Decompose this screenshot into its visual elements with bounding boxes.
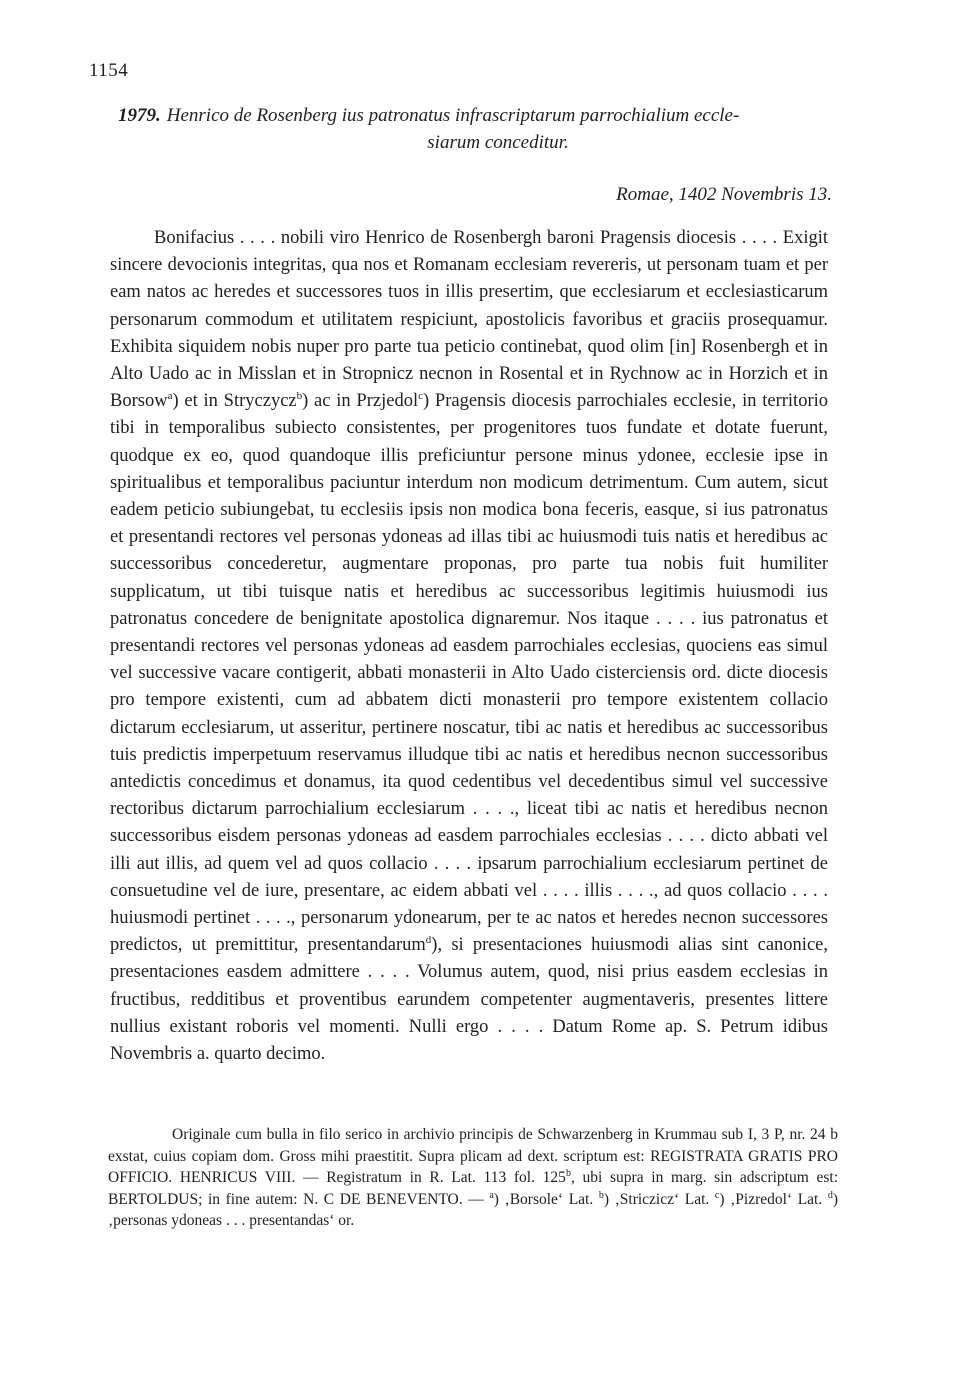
dateline: Romae, 1402 Novembris 13. [616, 184, 832, 205]
body-segment-4: ) Pragensis diocesis parrochiales ecclesie, in territorio tibi in temporalibus subiecto consistentes, per progenitores tuos fundate et dotate fuerunt, quodque ex eo, quod quandoque illis preficiuntur persone minus ydonee, ecclesie ipse in spiritualibus et temporalibus paciuntur interdum non modicum detrimentum. Cum autem, sicut eadem peticio subiungebat, tu ecclesiis ipsis non modica bona feceris, easque, si ius patronatus et presentandi rectores vel personas ydoneas ad illas tibi ac huiusmodi tuis natis et heredibus ac successoribus concederetur, augmentare proponas, pro parte tua nobis fuit humiliter supplicatum, ut tibi tuisque natis et heredibus ac successoribus legitimis huiusmodi ius patronatus concedere de benignitate apostolica dignaremur. Nos itaque . . . . ius patronatus et presentandi rectores vel personas ydoneas ad easdem parrochiales ecclesias, quociens eas simul vel successive vacare contigerit, abbati monasterii in Alto Uado cisterciensis ord. dicte diocesis pro tempore existenti, cum ad abbatem dicti monasterii pro tempore existentem collacio dictarum ecclesiarum, ut asseritur, pertinere noscatur, tibi ac natis et heredibus ac successoribus tuis predictis imperpetuum reservamus illudque tibi ac natis et heredibus necnon successoribus antedictis concedimus et donamus, ita quod cedentibus vel decedentibus simul vel successive rectoribus dictarum parrochialium ecclesiarum . . . ., liceat tibi ac natis et heredibus necnon successoribus eisdem personas ydoneas ad easdem parrochiales ecclesias . . . . dicto abbati vel illi aut illis, ad quem vel ad quos collacio . . . . ipsarum parrochialium ecclesiarum pertinet de consuetudine vel de iure, presentare, ac eidem abbati vel . . . . illis . . . ., ad quos collacio . . . . huiusmodi pertinet . . . ., personarum ydonearum, per te ac natos et heredes necnon successores predictos, ut premittitur, presentandarum [110, 391, 828, 956]
footnote-d-mark: d [827, 1189, 833, 1201]
footnote-c-mark: c [714, 1189, 720, 1201]
document-title-line2: siarum conceditur. [427, 132, 569, 153]
footnote-c: ) ‚Pizredol‘ Lat. [719, 1190, 823, 1208]
footnote-d: ) ‚personas ydoneas . . . presentandas‘ or. [108, 1190, 839, 1229]
footnote-ref-a: a [167, 390, 173, 403]
document-number: 1979. [118, 105, 161, 126]
body-segment-3: ) ac in Przjedol [302, 391, 419, 412]
body-segment-1: Bonifacius . . . . nobili viro Henrico de Rosenbergh baroni Pragensis diocesis . . . . Exigit sincere devocionis integritas, qua nos et Romanam ecclesiam revereris, ut personam tuam et per eam natos ac heredes et successores tuos in illis presertim, que ecclesiarum et ecclesiasticarum personarum commodum et utilitatem respiciunt, apostolicis favoribus et graciis prosequamur. Exhibita siquidem nobis nuper pro parte tua peticio continebat, quod olim [in] Rosenbergh et in Alto Uado ac in Misslan et in Stropnicz necnon in Rosental et in Rychnow ac in Horzich et in Borsow [110, 228, 828, 412]
document-heading [118, 102, 838, 156]
source-notes [108, 1124, 838, 1232]
folio-mark: b [565, 1167, 571, 1179]
page-number: 1154 [89, 60, 129, 81]
footnote-ref-d: d [425, 934, 432, 947]
source-note-text: Originale cum bulla in filo serico in archivio principis de Schwarzenberg in Krummau sub I, 3 P, nr. 24 b exstat, cuius copiam dom. Gross mihi praestitit. Supra plicam ad dext. scriptum est: REGISTRATA GRATIS PRO OFFICIO. HENRICUS VIII. — Registratum in R. Lat. 113 fol. 125 [108, 1126, 838, 1186]
document-title-line1: Henrico de Rosenberg ius patronatus infrascriptarum parrochialium eccle- [166, 105, 740, 126]
footnote-b: ) ‚Striczicz‘ Lat. [603, 1190, 710, 1208]
document-body [110, 225, 828, 1068]
footnote-ref-c: c [418, 390, 423, 403]
source-note-text-2: , ubi supra in marg. sin adscriptum est: BERTOLDUS; in fine autem: N. C DE BENEVENTO. — [108, 1169, 839, 1208]
body-segment-2: ) et in Stryczycz [172, 391, 297, 412]
footnote-a: ) ‚Borsole‘ Lat. [493, 1190, 594, 1208]
footnote-a-mark: a [489, 1189, 494, 1201]
footnote-b-mark: b [598, 1189, 604, 1201]
body-segment-5: ), si presentaciones huiusmodi alias sint canonice, presentaciones easdem admittere . . . . Volumus autem, quod, nisi prius easdem ecclesias in fructibus, redditibus et proventibus earundem competenter augmentaveris, presentes littere nullius existant roboris vel momenti. Nulli ergo . . . . Datum Rome ap. S. Petrum idibus Novembris a. quarto decimo. [110, 935, 828, 1065]
footnote-ref-b: b [296, 390, 303, 403]
